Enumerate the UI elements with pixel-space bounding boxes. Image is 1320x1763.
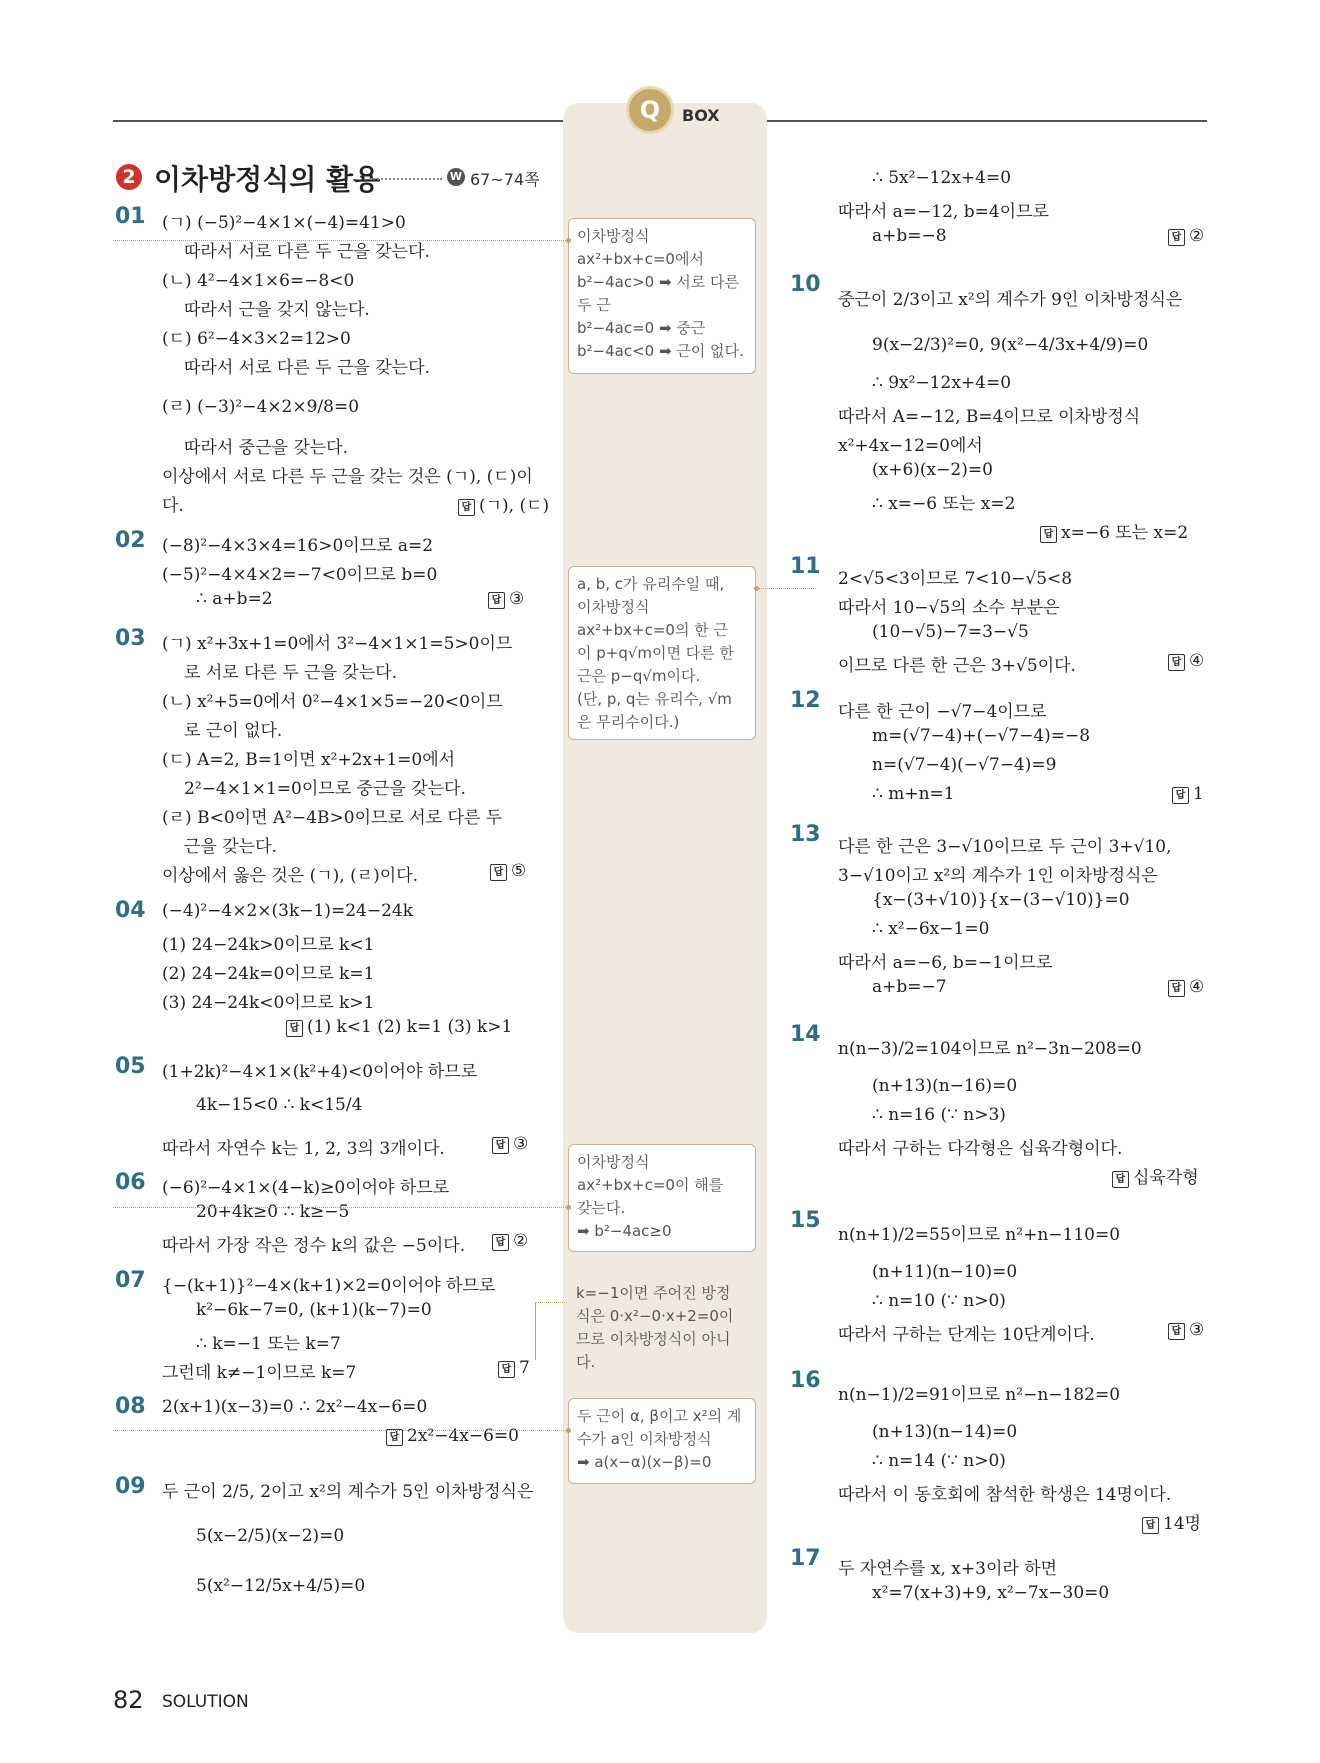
qbox-note [568,1276,756,1376]
solution-line: 3−√10이고 x²의 계수가 1인 이차방정식은 [838,866,1158,886]
solution-line: 두 근이 2/5, 2이고 x²의 계수가 5인 이차방정식은 [162,1482,534,1502]
solution-line: ∴ x=−6 또는 x=2 [872,494,1016,514]
answer [490,861,526,881]
leader-line [113,240,568,241]
answer-mark-icon: 답 [1112,1171,1129,1188]
note-line: ax²+bx+c=0에서 [577,250,704,268]
answer-text: ② [1189,226,1205,246]
top-rule-left [113,120,563,122]
solution-line: 따라서 a=−6, b=−1이므로 [838,953,1053,973]
answer-mark-icon: 답 [1172,787,1189,804]
answer-text: ③ [509,589,525,609]
answer [1112,1163,1199,1188]
solution-line: 따라서 이 동호회에 참석한 학생은 14명이다. [838,1485,1172,1505]
answer-text: ⑤ [511,861,527,881]
footer-label: SOLUTION [162,1692,249,1712]
leader-line [113,1430,568,1431]
solution-line: ∴ n=16 (∵ n>3) [872,1105,1006,1125]
solution-line: 따라서 구하는 단계는 10단계이다. [838,1325,1095,1345]
solution-line: (ㄴ) x²+5=0에서 0²−4×1×5=−20<0이므 [162,692,503,712]
note-line: ➡ a(x−α)(x−β)=0 [577,1453,712,1471]
solution-line: (ㄷ) A=2, B=1이면 x²+2x+1=0에서 [162,750,456,770]
answer-mark-icon: 답 [1168,980,1185,997]
solution-line: (x+6)(x−2)=0 [872,460,993,480]
solution-line: ∴ n=14 (∵ n>0) [872,1451,1006,1471]
answer [286,1017,512,1037]
note-line: 이차방정식 [577,227,650,245]
solution-line: n=(√7−4)(−√7−4)=9 [872,755,1057,775]
answer-mark-icon: 답 [386,1429,403,1446]
solution-line: (ㄴ) 4²−4×1×6=−8<0 [162,271,355,291]
note-line: 두 근 [577,296,611,314]
solution-line: 두 자연수를 x, x+3이라 하면 [838,1559,1058,1579]
leader-dot [566,1205,571,1210]
section-pages: 67~74쪽 [470,170,540,189]
solution-line: 따라서 구하는 다각형은 십육각형이다. [838,1139,1123,1159]
answer-mark-icon: 답 [458,499,475,516]
answer [458,491,549,516]
solution-line: 다른 한 근은 3−√10이므로 두 근이 3+√10, [838,837,1172,857]
answer-text: 1 [1193,784,1204,804]
answer-text: (1) k<1 (2) k=1 (3) k>1 [307,1017,513,1037]
solution-line: (ㄹ) B<0이면 A²−4B>0이므로 서로 다른 두 [162,808,503,828]
solution-line: 다른 한 근이 −√7−4이므로 [838,702,1047,722]
answer [488,589,524,609]
answer-text: 14명 [1163,1514,1202,1534]
section-title: 이차방정식의 활용 [154,163,381,196]
solution-line: ∴ x²−6x−1=0 [872,919,990,939]
answer-mark-icon: 답 [1168,229,1185,246]
solution-line: 2²−4×1×1=0이므로 중근을 갖는다. [184,779,466,799]
solution-line: (n+13)(n−14)=0 [872,1422,1018,1442]
answer [1168,651,1204,671]
solution-line: 4k−15<0 ∴ k<15/4 [196,1095,363,1115]
bracket-line [535,1302,537,1360]
solution-line: 20+4k≥0 ∴ k≥−5 [196,1202,350,1222]
answer [1168,1320,1204,1340]
note-line: 이차방정식 [577,1153,650,1171]
page-number: 82 [113,1686,144,1714]
problem-number: 06 [115,1170,146,1195]
solution-line: 따라서 자연수 k는 1, 2, 3의 3개이다. [162,1139,445,1159]
leader-line [756,588,816,589]
solution-line: (−8)²−4×3×4=16>0이므로 a=2 [162,536,434,556]
solution-line: (1) 24−24k>0이므로 k<1 [162,935,375,955]
leader-dot [754,586,759,591]
qbox-note [568,1398,756,1484]
qbox-note [568,218,756,374]
solution-line: (10−√5)−7=3−√5 [872,622,1029,642]
answer-mark-icon: 답 [1142,1517,1159,1534]
solution-line: n(n−3)/2=104이므로 n²−3n−208=0 [838,1039,1142,1059]
answer [1142,1509,1201,1534]
solution-line: k²−6k−7=0, (k+1)(k−7)=0 [196,1300,432,1320]
answer [386,1426,519,1446]
solution-line: ∴ k=−1 또는 k=7 [196,1334,341,1354]
solution-line: 2<√5<3이므로 7<10−√5<8 [838,569,1073,589]
note-line: 두 근이 α, β이고 x²의 계 [577,1407,742,1425]
solution-line: (3) 24−24k<0이므로 k>1 [162,993,375,1013]
qbox-label: BOX [682,106,720,125]
note-line: 갖는다. [577,1199,626,1217]
note-line: a, b, c가 유리수일 때, [577,575,725,593]
solution-line: 따라서 근을 갖지 않는다. [184,300,370,320]
answer-text: (ㄱ), (ㄷ) [479,496,550,516]
qbox-note [568,1144,756,1252]
problem-number: 04 [115,898,146,923]
note-line: 다. [576,1353,596,1371]
solution-line: (n+13)(n−16)=0 [872,1076,1018,1096]
answer-mark-icon: 답 [1168,1323,1185,1340]
problem-number: 09 [115,1474,146,1499]
answer-text: ③ [513,1134,529,1154]
section-leader [370,178,442,180]
problem-number: 08 [115,1394,146,1419]
answer [492,1134,528,1154]
problem-number: 03 [115,626,146,651]
solution-line: 따라서 가장 작은 정수 k의 값은 −5이다. [162,1236,466,1256]
answer-mark-icon: 답 [490,864,507,881]
qbox-badge: Q [626,86,674,134]
solution-line: (−4)²−4×2×(3k−1)=24−24k [162,901,413,921]
answer-text: 2x²−4x−6=0 [407,1426,519,1446]
solution-line: (ㄹ) (−3)²−4×2×9/8=0 [162,397,360,417]
leader-line [113,1207,568,1208]
solution-line: ∴ 5x²−12x+4=0 [872,168,1012,188]
solution-line: 로 근이 없다. [184,721,283,741]
note-line: (단, p, q는 유리수, √m [577,690,732,708]
problem-number: 17 [790,1546,821,1571]
problem-number: 15 [790,1208,821,1233]
answer-mark-icon: 답 [498,1361,515,1378]
note-line: 므로 이차방정식이 아니 [576,1330,731,1348]
solution-line: 따라서 A=−12, B=4이므로 이차방정식 [838,407,1141,427]
answer-text: 7 [519,1358,530,1378]
problem-number: 02 [115,528,146,553]
note-line: 근은 p−q√m이다. [577,667,701,685]
answer-mark-icon: 답 [492,1234,509,1251]
solution-line: 따라서 중근을 갖는다. [184,438,349,458]
solution-line: 그런데 k≠−1이므로 k=7 [162,1363,357,1383]
solution-line: (ㄱ) (−5)²−4×1×(−4)=41>0 [162,213,406,233]
problem-number: 01 [115,204,146,229]
answer [1040,518,1188,543]
answer-text: ② [513,1231,529,1251]
solution-line: (n+11)(n−10)=0 [872,1262,1018,1282]
solution-line: a+b=−8 [872,226,947,246]
answer [1168,977,1204,997]
note-line: 수가 a인 이차방정식 [577,1430,712,1448]
note-line: ax²+bx+c=0의 한 근 [577,621,728,639]
answer-text: ④ [1189,977,1205,997]
problem-number: 07 [115,1268,146,1293]
solution-line: (ㄷ) 6²−4×3×2=12>0 [162,329,351,349]
answer-mark-icon: 답 [1168,654,1185,671]
note-line: 이차방정식 [577,598,650,616]
problem-number: 16 [790,1368,821,1393]
solution-line: 로 서로 다른 두 근을 갖는다. [184,663,398,683]
solution-line: x²+4x−12=0에서 [838,436,983,456]
solution-line: {−(k+1)}²−4×(k+1)×2=0이어야 하므로 [162,1276,496,1296]
solution-line: (−5)²−4×4×2=−7<0이므로 b=0 [162,565,438,585]
leader-dot [566,238,571,243]
answer [492,1231,528,1251]
answer-mark-icon: 답 [286,1020,303,1037]
note-line: ax²+bx+c=0이 해를 [577,1176,724,1194]
answer [498,1358,530,1378]
answer-mark-icon: 답 [1040,526,1057,543]
answer-text: 십육각형 [1133,1168,1199,1188]
solution-line: ∴ 9x²−12x+4=0 [872,373,1012,393]
solution-line: (ㄱ) x²+3x+1=0에서 3²−4×1×1=5>0이므 [162,634,513,654]
answer-mark-icon: 답 [492,1137,509,1154]
solution-line: 따라서 a=−12, b=4이므로 [838,202,1049,222]
solution-line: 근을 갖는다. [184,837,277,857]
problem-number: 11 [790,554,821,579]
solution-line: {x−(3+√10)}{x−(3−√10)}=0 [872,890,1130,910]
solution-line: n(n+1)/2=55이므로 n²+n−110=0 [838,1225,1121,1245]
solution-line: 9(x−2/3)²=0, 9(x²−4/3x+4/9)=0 [872,335,1149,355]
leader-line [535,1302,567,1303]
answer [1172,784,1204,804]
answer-text: x=−6 또는 x=2 [1061,523,1189,543]
solution-line: 다. [162,496,184,516]
solution-line: m=(√7−4)+(−√7−4)=−8 [872,726,1091,746]
note-line: b²−4ac<0 ➡ 근이 없다. [577,342,744,360]
qbox-note [568,566,756,740]
problem-number: 13 [790,822,821,847]
workbook-badge: W [447,168,465,186]
solution-line: 5(x²−12/5x+4/5)=0 [196,1576,366,1596]
solution-line: ∴ n=10 (∵ n>0) [872,1291,1006,1311]
solution-line: 이상에서 옳은 것은 (ㄱ), (ㄹ)이다. [162,866,419,886]
solution-line: (2) 24−24k=0이므로 k=1 [162,964,375,984]
answer [1168,226,1204,246]
solution-line: x²=7(x+3)+9, x²−7x−30=0 [872,1583,1110,1603]
note-line: b²−4ac=0 ➡ 중근 [577,319,706,337]
solution-line: 따라서 서로 다른 두 근을 갖는다. [184,242,430,262]
solution-line: 5(x−2/5)(x−2)=0 [196,1526,345,1546]
solution-line: ∴ m+n=1 [872,784,955,804]
note-line: ➡ b²−4ac≥0 [577,1222,672,1240]
solution-line: 따라서 10−√5의 소수 부분은 [838,598,1060,618]
answer-text: ③ [1189,1320,1205,1340]
solution-line: (1+2k)²−4×1×(k²+4)<0이어야 하므로 [162,1062,478,1082]
solution-line: (−6)²−4×1×(4−k)≥0이어야 하므로 [162,1178,450,1198]
solution-line: 이상에서 서로 다른 두 근을 갖는 것은 (ㄱ), (ㄷ)이 [162,467,533,487]
solution-line: 이므로 다른 한 근은 3+√5이다. [838,656,1076,676]
solution-line: 따라서 서로 다른 두 근을 갖는다. [184,358,430,378]
note-line: 식은 0·x²−0·x+2=0이 [576,1307,734,1325]
solution-line: ∴ a+b=2 [196,589,273,609]
problem-number: 14 [790,1022,821,1047]
answer-mark-icon: 답 [488,592,505,609]
leader-dot [566,1428,571,1433]
note-line: 은 무리수이다.) [577,713,680,731]
note-line: k=−1이면 주어진 방정 [576,1284,731,1302]
answer-text: ④ [1189,651,1205,671]
solution-line: a+b=−7 [872,977,947,997]
section-number: 2 [116,164,142,190]
problem-number: 05 [115,1054,146,1079]
solution-line: 중근이 2/3이고 x²의 계수가 9인 이차방정식은 [838,290,1183,310]
top-rule-right [767,120,1207,122]
problem-number: 10 [790,272,821,297]
solution-line: n(n−1)/2=91이므로 n²−n−182=0 [838,1385,1121,1405]
note-line: b²−4ac>0 ➡ 서로 다른 [577,273,740,291]
problem-number: 12 [790,688,821,713]
solution-line: 2(x+1)(x−3)=0 ∴ 2x²−4x−6=0 [162,1397,428,1417]
note-line: 이 p+q√m이면 다른 한 [577,644,735,662]
